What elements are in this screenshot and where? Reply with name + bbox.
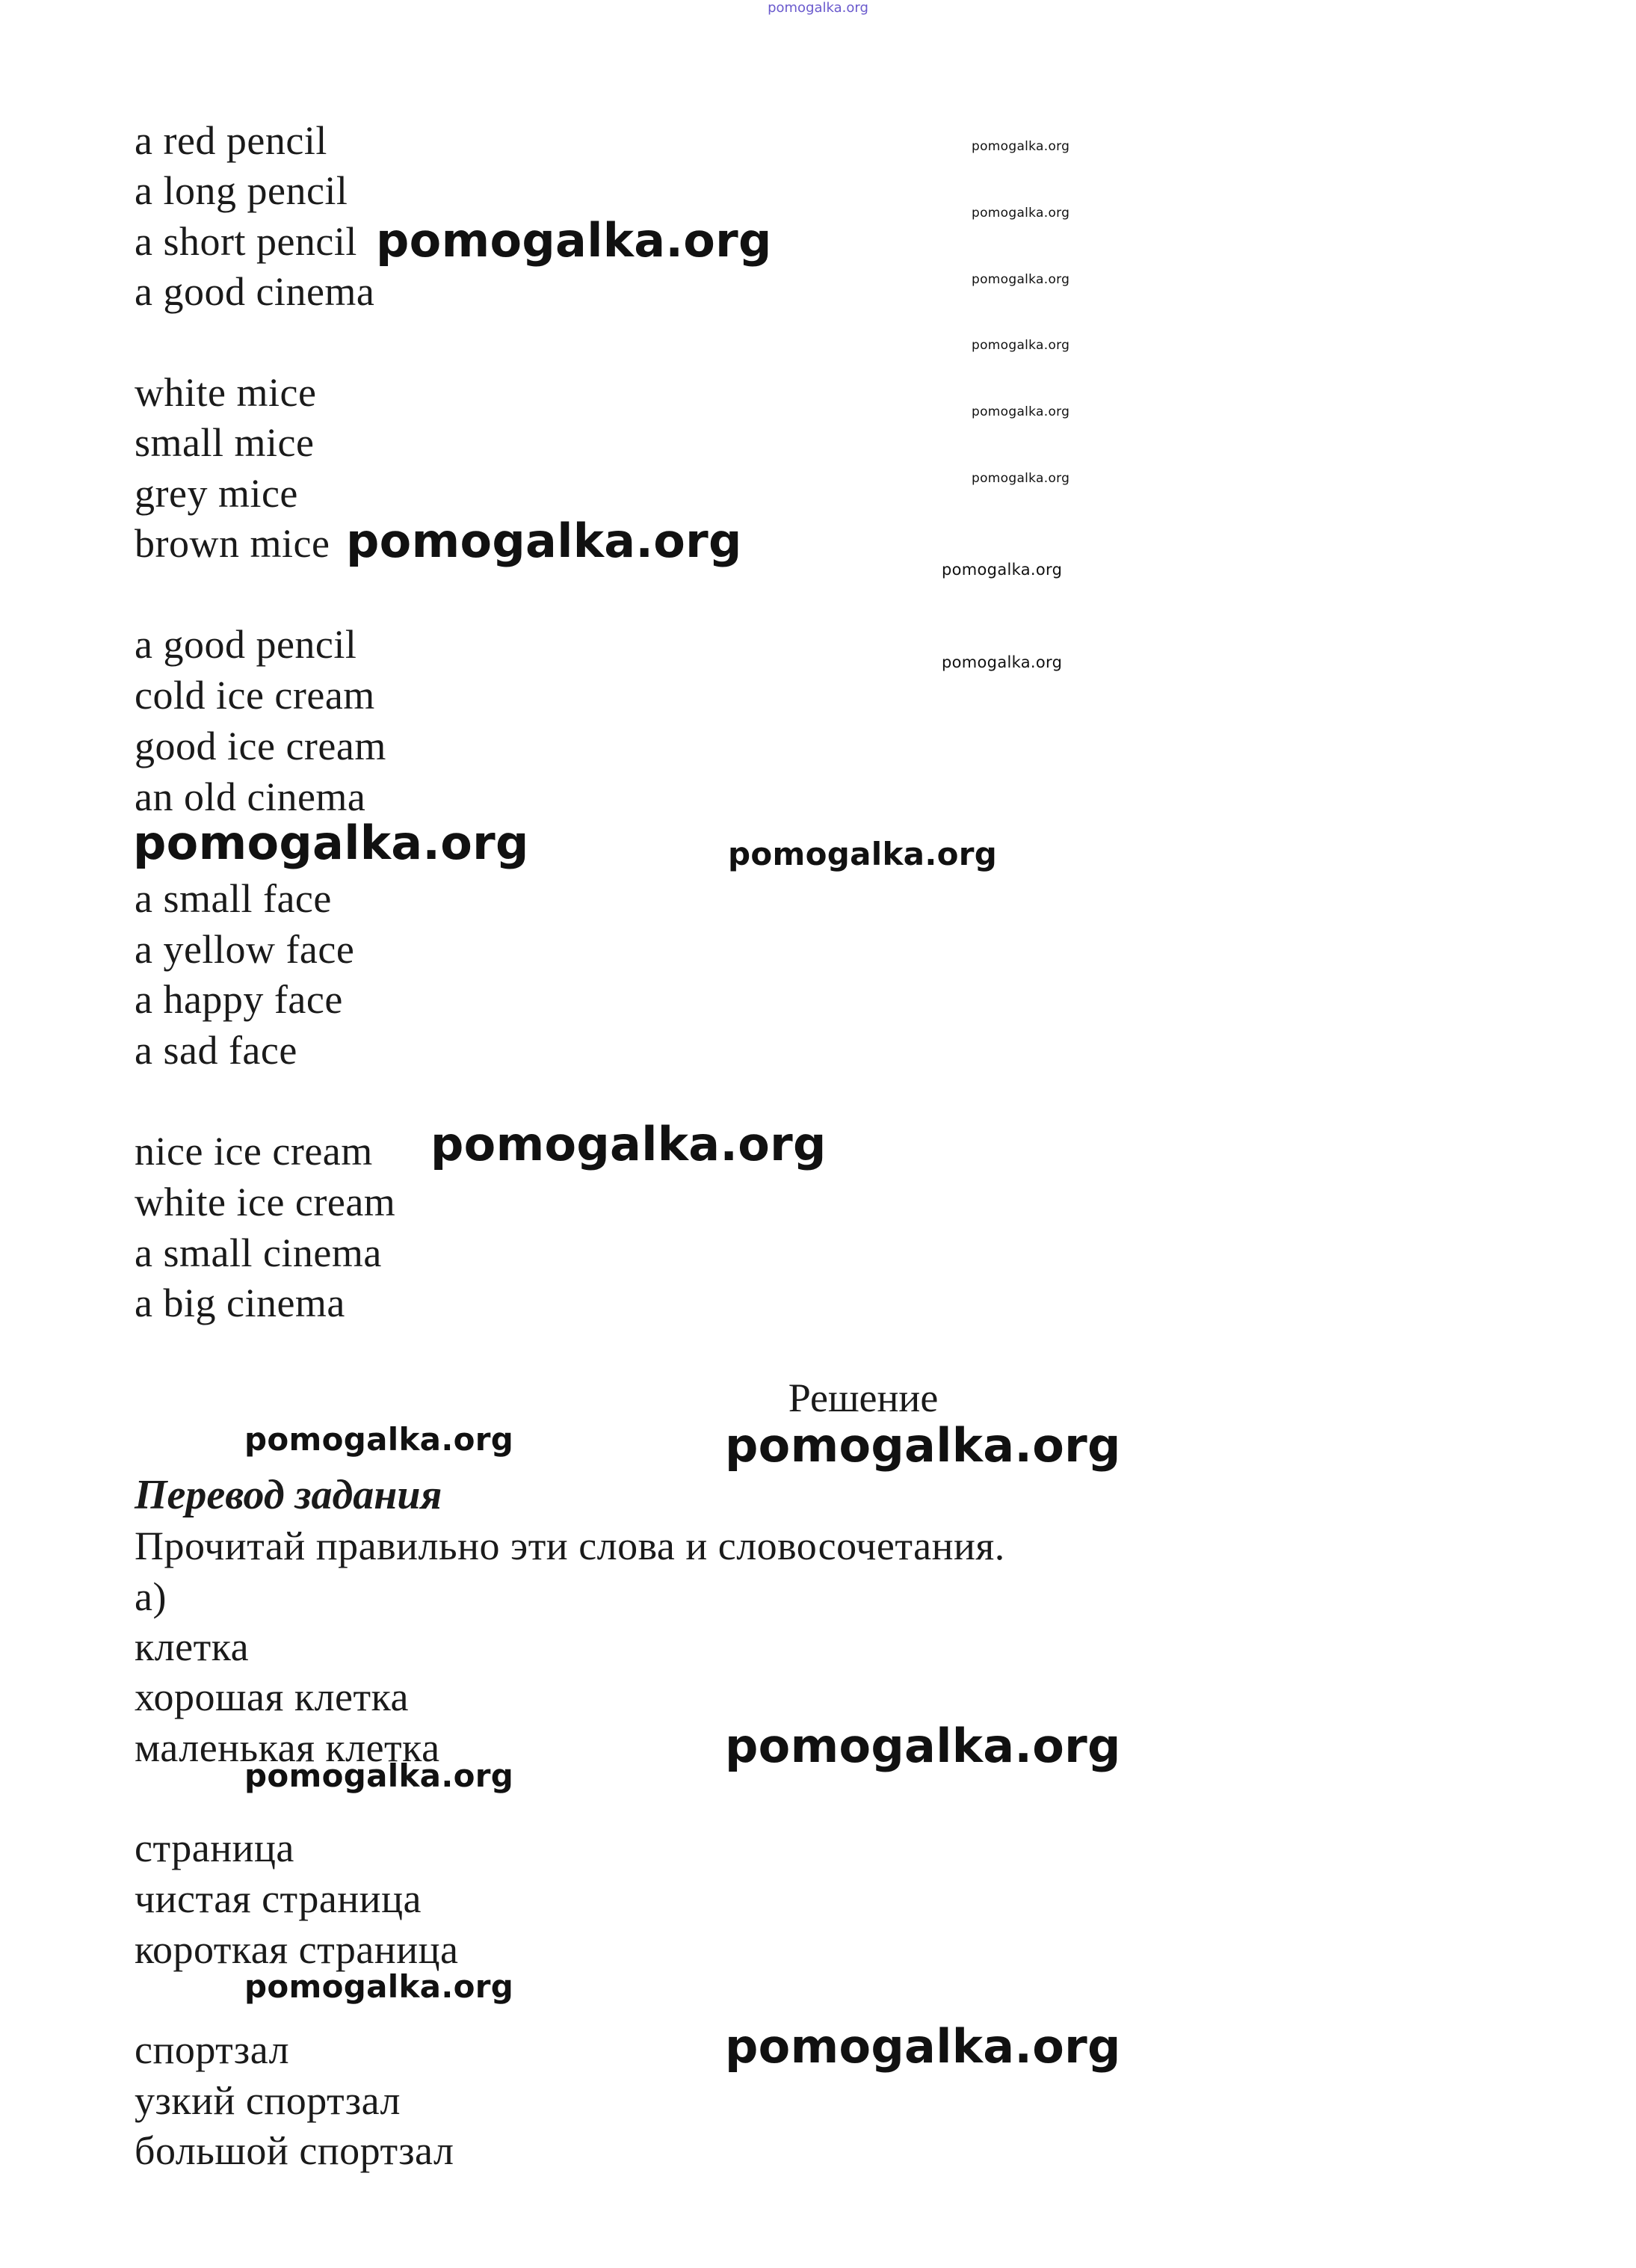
word-line: a good cinema	[135, 269, 375, 314]
watermark: pomogalka.org	[942, 561, 1063, 579]
word-line: a happy face	[135, 977, 343, 1022]
watermark: pomogalka.org	[942, 653, 1063, 671]
word-line: cold ice cream	[135, 673, 375, 718]
word-line: white ice cream	[135, 1180, 396, 1224]
watermark: pomogalka.org	[244, 1757, 514, 1794]
word-line: большой спортзал	[135, 2128, 454, 2173]
watermark: pomogalka.org	[725, 2019, 1121, 2074]
word-line: чистая страница	[135, 1876, 422, 1921]
translation-subtitle: Перевод задания	[135, 1472, 442, 1518]
word-line: grey mice	[135, 471, 298, 516]
word-line: короткая страница	[135, 1927, 459, 1972]
watermark: pomogalka.org	[346, 514, 742, 568]
word-line: brown mice	[135, 521, 330, 566]
word-line: a sad face	[135, 1028, 297, 1073]
word-line: клетка	[135, 1624, 250, 1669]
watermark: pomogalka.org	[244, 1421, 514, 1458]
watermark: pomogalka.org	[972, 471, 1070, 486]
watermark: pomogalka.org	[972, 338, 1070, 353]
watermark: pomogalka.org	[725, 1418, 1121, 1473]
watermark: pomogalka.org	[376, 213, 772, 268]
watermark: pomogalka.org	[430, 1117, 827, 1171]
word-line: a small cinema	[135, 1230, 382, 1275]
watermark: pomogalka.org	[725, 1719, 1121, 1773]
word-line: a long pencil	[135, 168, 348, 213]
word-line: a small face	[135, 876, 332, 921]
instruction-text: Прочитай правильно эти слова и словосочетания.	[135, 1523, 1005, 1568]
word-line: маленькая клетка	[135, 1725, 440, 1770]
word-line: a big cinema	[135, 1281, 345, 1325]
word-line: white mice	[135, 370, 317, 415]
watermark: pomogalka.org	[244, 1968, 514, 2005]
part-label: а)	[135, 1574, 167, 1619]
word-line: хорошая клетка	[135, 1674, 409, 1719]
word-line: nice ice cream	[135, 1129, 373, 1174]
watermark: pomogalka.org	[972, 139, 1070, 154]
word-line: узкий спортзал	[135, 2078, 401, 2123]
watermark: pomogalka.org	[972, 272, 1070, 287]
watermark: pomogalka.org	[728, 836, 998, 872]
word-line: small mice	[135, 420, 315, 465]
watermark: pomogalka.org	[972, 206, 1070, 221]
watermark: pomogalka.org	[133, 816, 529, 870]
word-line: страница	[135, 1825, 294, 1870]
word-line: good ice cream	[135, 724, 386, 768]
word-line: an old cinema	[135, 774, 366, 819]
watermark: pomogalka.org	[972, 404, 1070, 419]
word-line: спортзал	[135, 2027, 290, 2072]
word-line: a yellow face	[135, 927, 355, 972]
watermark-top: pomogalka.org	[768, 0, 868, 16]
solution-heading: Решение	[788, 1375, 939, 1420]
word-line: a red pencil	[135, 118, 327, 163]
word-line: a short pencil	[135, 219, 357, 264]
word-line: a good pencil	[135, 622, 357, 667]
